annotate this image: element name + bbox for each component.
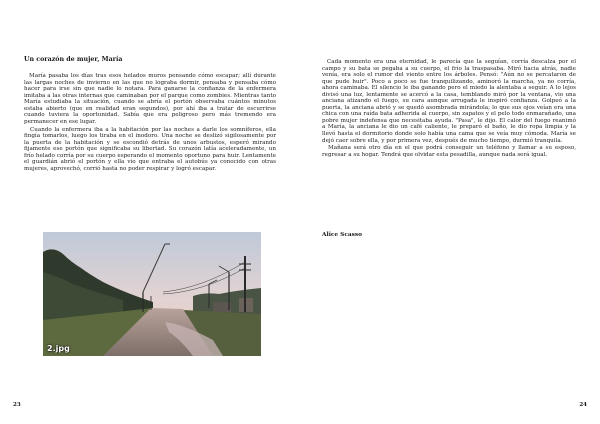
paragraph: María pasaba los días tras esos helados muros pensando cómo escapar; allí durante las largas noches de invierno en las que no lograba dormir, pensaba y pensaba cómo hacer para irse sin que nadie lo notara. Para ganarse la confianza de la enfermera imitaba a las otras internas que caminaban por el parque como zombies. Mientras tanto María estudiaba la situación, cuando se abría el portón observaba cuántos minutos estaba abierto (que en realidad eran segundos), por ahí iba a tratar de escurrirse cuando tuviera la oportunidad. Sabía que era peligroso pero más tremendo era permanecer en ese lugar. <box>24 73 276 125</box>
photo-caption: 2.jpg <box>47 344 70 353</box>
paragraph: Cada momento era una eternidad, le parecía que la seguían, corría descalza por el campo y su bata se pegaba a su cuerpo, el frío la traspasaba. Miró hacia atrás, nadie venía, era solo el rumor del viento entre los árboles. Pensó: "Aún no se percataron de que pude huir". Poco a poco se fue tranquilizando, aminoró la marcha, ya no corría, ahora caminaba. El silencio le iba ganando pero el miedo la alentaba a seguir. A lo lejos divisó una luz, lentamente se acercó a la casa, temblando miró por la ventana, vio una anciana atizando el fuego, su cara aunque arrugada le inspiró confianza. Golpeó a la puerta, la anciana abrió y se quedó asombrada mirándola; lo que sus ojos veían era una chica con una raída bata adherida al cuerpo, sin zapatos y el pelo todo enmarañado, una pobre mujer indefensa que necesitaba ayuda. "Pasa", le dijo. El calor del fuego reanimó a María, la anciana le dio un café caliente, le preparó el baño, le dio ropa limpia y la llevó hasta el dormitorio donde solo había una cama que se veía muy cómoda. María se dejó caer sobre ella, y por primera vez, después de mucho tiempo, durmió tranquila. <box>322 59 576 144</box>
right-page <box>300 0 600 424</box>
road-photo <box>43 232 261 356</box>
paragraph: Cuando la enfermera iba a la habitación por las noches a darle los somníferos, ella fingía tomarlos, luego los tiraba en el inodoro. Una noche se deslizó sigilosamente por la puerta de la habitación y se escondió detrás de unos arbustos, esperó mirando fijamente ese portón que significaba su libertad. Su corazón latía aceleradamente, un frío helado corría por su cuerpo esperando el momento oportuno para huir. Lentamente el guardián abrió el portón y ella vio que entraba el autobús ya conocido con otras mujeres, aprovechó, corrió hasta no poder respirar y logró escapar. <box>24 126 276 172</box>
right-body-text <box>322 59 576 160</box>
page-number-left: 23 <box>13 402 21 408</box>
left-body-text <box>24 73 276 174</box>
page-number-right: 24 <box>579 402 587 408</box>
author-name: Alice Scasso <box>322 232 363 238</box>
story-title: Un corazón de mujer, María <box>24 56 123 63</box>
paragraph: Mañana será otro día en el que podrá conseguir un teléfono y llamar a su esposo, regresar a su hogar. Tendrá que olvidar esta pesadilla, aunque nada será igual. <box>322 145 576 158</box>
